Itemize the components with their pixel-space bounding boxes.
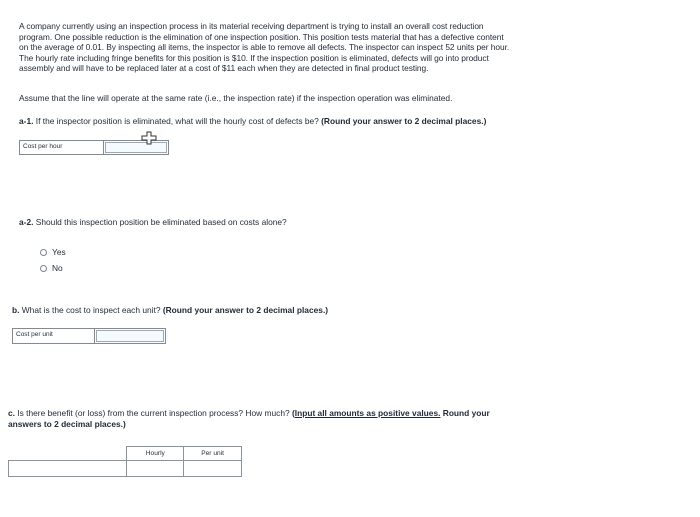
- question-c-text: Is there benefit (or loss) from the current inspection process? How much?: [17, 408, 290, 418]
- radio-no[interactable]: [40, 265, 47, 272]
- question-c-prefix: c.: [8, 408, 15, 418]
- benefit-per-unit-input[interactable]: [184, 461, 242, 477]
- benefit-table: [8, 446, 242, 477]
- question-c-instruction-open: (: [291, 408, 295, 418]
- cost-per-unit-label: Cost per unit: [13, 329, 95, 343]
- benefit-row-label-input[interactable]: [9, 461, 127, 477]
- header-per-unit: Per unit: [184, 447, 242, 461]
- move-cursor-icon: [141, 131, 157, 145]
- cost-per-unit-input[interactable]: [96, 330, 164, 342]
- radio-yes[interactable]: [40, 249, 47, 256]
- statement-line: The hourly rate including fringe benefits for this position is $10. If the inspection position is eliminated, defects will go into product: [19, 52, 489, 63]
- cost-per-hour-input[interactable]: [105, 142, 167, 153]
- cost-per-unit-row: [12, 328, 166, 344]
- radio-yes-label: Yes: [52, 247, 66, 257]
- statement-line: A company currently using an inspection process in its material receiving department is trying to install an overall cost reduction: [19, 21, 484, 31]
- statement-line: program. One possible reduction is the elimination of one inspection position. This position tests material that has a defective content: [19, 31, 504, 42]
- question-a1: [19, 116, 486, 127]
- question-c: [8, 408, 648, 430]
- question-b-prefix: b.: [12, 305, 20, 315]
- question-c-instruction-rest: Round your: [440, 408, 490, 418]
- cost-per-hour-label: Cost per hour: [20, 141, 104, 154]
- header-hourly: Hourly: [127, 447, 184, 461]
- question-a1-prefix: a-1.: [19, 116, 34, 126]
- question-b-instruction: (Round your answer to 2 decimal places.): [162, 305, 329, 315]
- question-a1-text: If the inspector position is eliminated, what will the hourly cost of defects be?: [35, 116, 319, 126]
- problem-statement: [19, 21, 689, 74]
- question-c-line1: [8, 408, 648, 419]
- benefit-table-row: [9, 461, 242, 477]
- benefit-table-header: [9, 447, 242, 461]
- question-a2-text: Should this inspection position be eliminated based on costs alone?: [35, 217, 287, 227]
- question-c-line2: answers to 2 decimal places.): [8, 419, 126, 429]
- question-b: [12, 305, 328, 316]
- question-a2-prefix: a-2.: [19, 217, 34, 227]
- radio-no-label: No: [52, 263, 63, 273]
- question-a2: [19, 217, 287, 228]
- header-blank: [9, 447, 127, 461]
- benefit-hourly-input[interactable]: [127, 461, 184, 477]
- assumption-text: Assume that the line will operate at the same rate (i.e., the inspection rate) if the inspection operation was eliminated.: [19, 93, 453, 103]
- statement-line: on the average of 0.01. By inspecting all items, the inspector is able to remove all defects. The inspector can inspect 52 units per hour.: [19, 42, 510, 53]
- statement-line: assembly and will have to be replaced later at a cost of $11 each when they are detected in final product testing.: [19, 63, 429, 74]
- question-c-instruction-emphasis: Input all amounts as positive values.: [294, 408, 441, 418]
- question-a1-instruction: (Round your answer to 2 decimal places.): [321, 116, 487, 126]
- question-b-text: What is the cost to inspect each unit?: [21, 305, 161, 315]
